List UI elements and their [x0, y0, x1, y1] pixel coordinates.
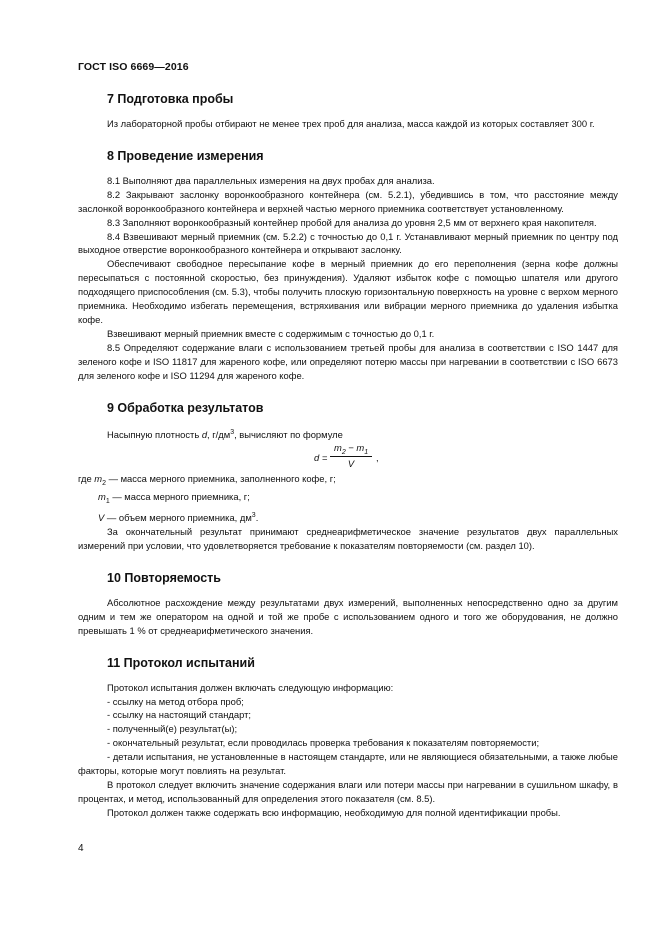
document-body [78, 92, 618, 820]
section-8 [78, 149, 618, 383]
paragraph-11-intro: Протокол испытания должен включать следующую информацию: [107, 681, 394, 693]
section-7-paragraph: Из лабораторной пробы отбирают не менее трех проб для анализа, масса каждой из которых составляет 300 г. [107, 118, 595, 129]
list-item: - ссылку на метод отбора проб; [107, 695, 244, 707]
formula-comma: , [376, 451, 379, 463]
section-7 [78, 92, 618, 131]
section-8-title: 8 Проведение измерения [107, 148, 264, 163]
section-11 [78, 656, 618, 820]
section-10 [78, 571, 618, 638]
formula-numerator: $m_2 - m_1$ [330, 442, 372, 458]
paragraph-8-5: 8.5 Определяют содержание влаги с использованием третьей пробы для анализа в соответствии с ISO 1447 для зеленого кофе и ISO 11817 для жареного кофе, или определяют потерю массы при нагревании в соответствии с ISO 6673 для зеленого кофе и ISO 11294 для жареного кофе. [78, 341, 618, 381]
paragraph-8-2: 8.2 Закрывают заслонку воронкообразного контейнера (см. 5.2.1), убедившись в том, что расстояние между заслонкой воронкообразного контейнера и верхней частью мерного приемника соответствует установленному. [78, 188, 618, 214]
paragraph-8-3: 8.3 Заполняют воронкообразный контейнер пробой для анализа до уровня 2,5 мм от верхнего края накопителя. [107, 216, 597, 228]
where-m2: где $m_2$ — масса мерного приемника, заполненного кофе, г; [78, 472, 336, 487]
paragraph-11-moisture: В протокол следует включить значение содержания влаги или потери массы при нагревании в сушильном шкафу, в процентах, и метод, использованный для определения этого показателя (см. 8.5). [78, 779, 618, 804]
paragraph-9-result: За окончательный результат принимают среднеарифметическое значение результатов двух параллельных измерений при условии, что удовлетворяется требование к показателям повторяемости (см. раздел 10). [78, 526, 618, 552]
paragraph-10: Абсолютное расхождение между результатами двух измерений, выполненных непосредственно одно за другим одним и тем же оператором на одной и той же пробе с использованием одного и того же оборудования, не должно превышать 1 % от среднеарифметического значения. [78, 596, 618, 636]
list-item: - полученный(е) результат(ы); [107, 723, 238, 735]
list-item: - детали испытания, не установленные в настоящем стандарте, или не являющиеся обязательными, а также любые факторы, которые могут повлиять на результат. [78, 751, 618, 777]
where-v: V — объем мерного приемника, $дм^3$. [98, 512, 259, 524]
section-7-title: 7 Подготовка пробы [107, 92, 234, 106]
paragraph-8-4-weigh: Взвешивают мерный приемник вместе с содержимым с точностью до 0,1 г. [107, 327, 435, 339]
where-m1: $m_1$ — масса мерного приемника, г; [98, 491, 250, 506]
standard-header: ГОСТ ISO 6669—2016 [78, 61, 189, 73]
paragraph-8-4-pour: Обеспечивают свободное пересыпание кофе в мерный приемник до его переполнения (зерна кофе должны пересыпаться с постоянной скоростью, без принуждения). Удаляют избыток кофе с помощью шпателя или другого подходящего приспособления (см. 5.3), чтобы получить плоскую горизонтальную поверхность на уровне с верхом мерного приемника. Необходимо избегать перемещения, встряхивания или вибрации мерного приемника до удаления избытка кофе. [78, 258, 618, 325]
formula-denominator: V [347, 458, 355, 470]
paragraph-11-identification: Протокол должен также содержать всю информацию, необходимую для полной идентификации пробы. [107, 806, 561, 818]
list-item: - ссылку на настоящий стандарт; [107, 709, 252, 721]
section-11-title: 11 Протокол испытаний [107, 655, 255, 670]
paragraph-8-4: 8.4 Взвешивают мерный приемник (см. 5.2.2) с точностью до 0,1 г. Устанавливают мерный приемник по центру под выходное отверстие воронкообразного контейнера и открывают заслонку. [78, 230, 618, 256]
paragraph-8-1: 8.1 Выполняют два параллельных измерения на двух пробах для анализа. [107, 174, 435, 186]
section-9 [78, 401, 618, 553]
formula-intro: Насыпную плотность d, $г/дм^3$, вычисляют по формуле [107, 428, 343, 440]
page-number: 4 [78, 843, 84, 854]
list-item: - окончательный результат, если проводилась проверка требования к показателям повторяемости; [107, 737, 540, 749]
density-formula [78, 442, 618, 472]
formula-lhs: d = [314, 451, 328, 463]
section-10-title: 10 Повторяемость [107, 570, 221, 585]
section-9-title: 9 Обработка результатов [107, 400, 264, 415]
formula-fraction [330, 442, 372, 470]
